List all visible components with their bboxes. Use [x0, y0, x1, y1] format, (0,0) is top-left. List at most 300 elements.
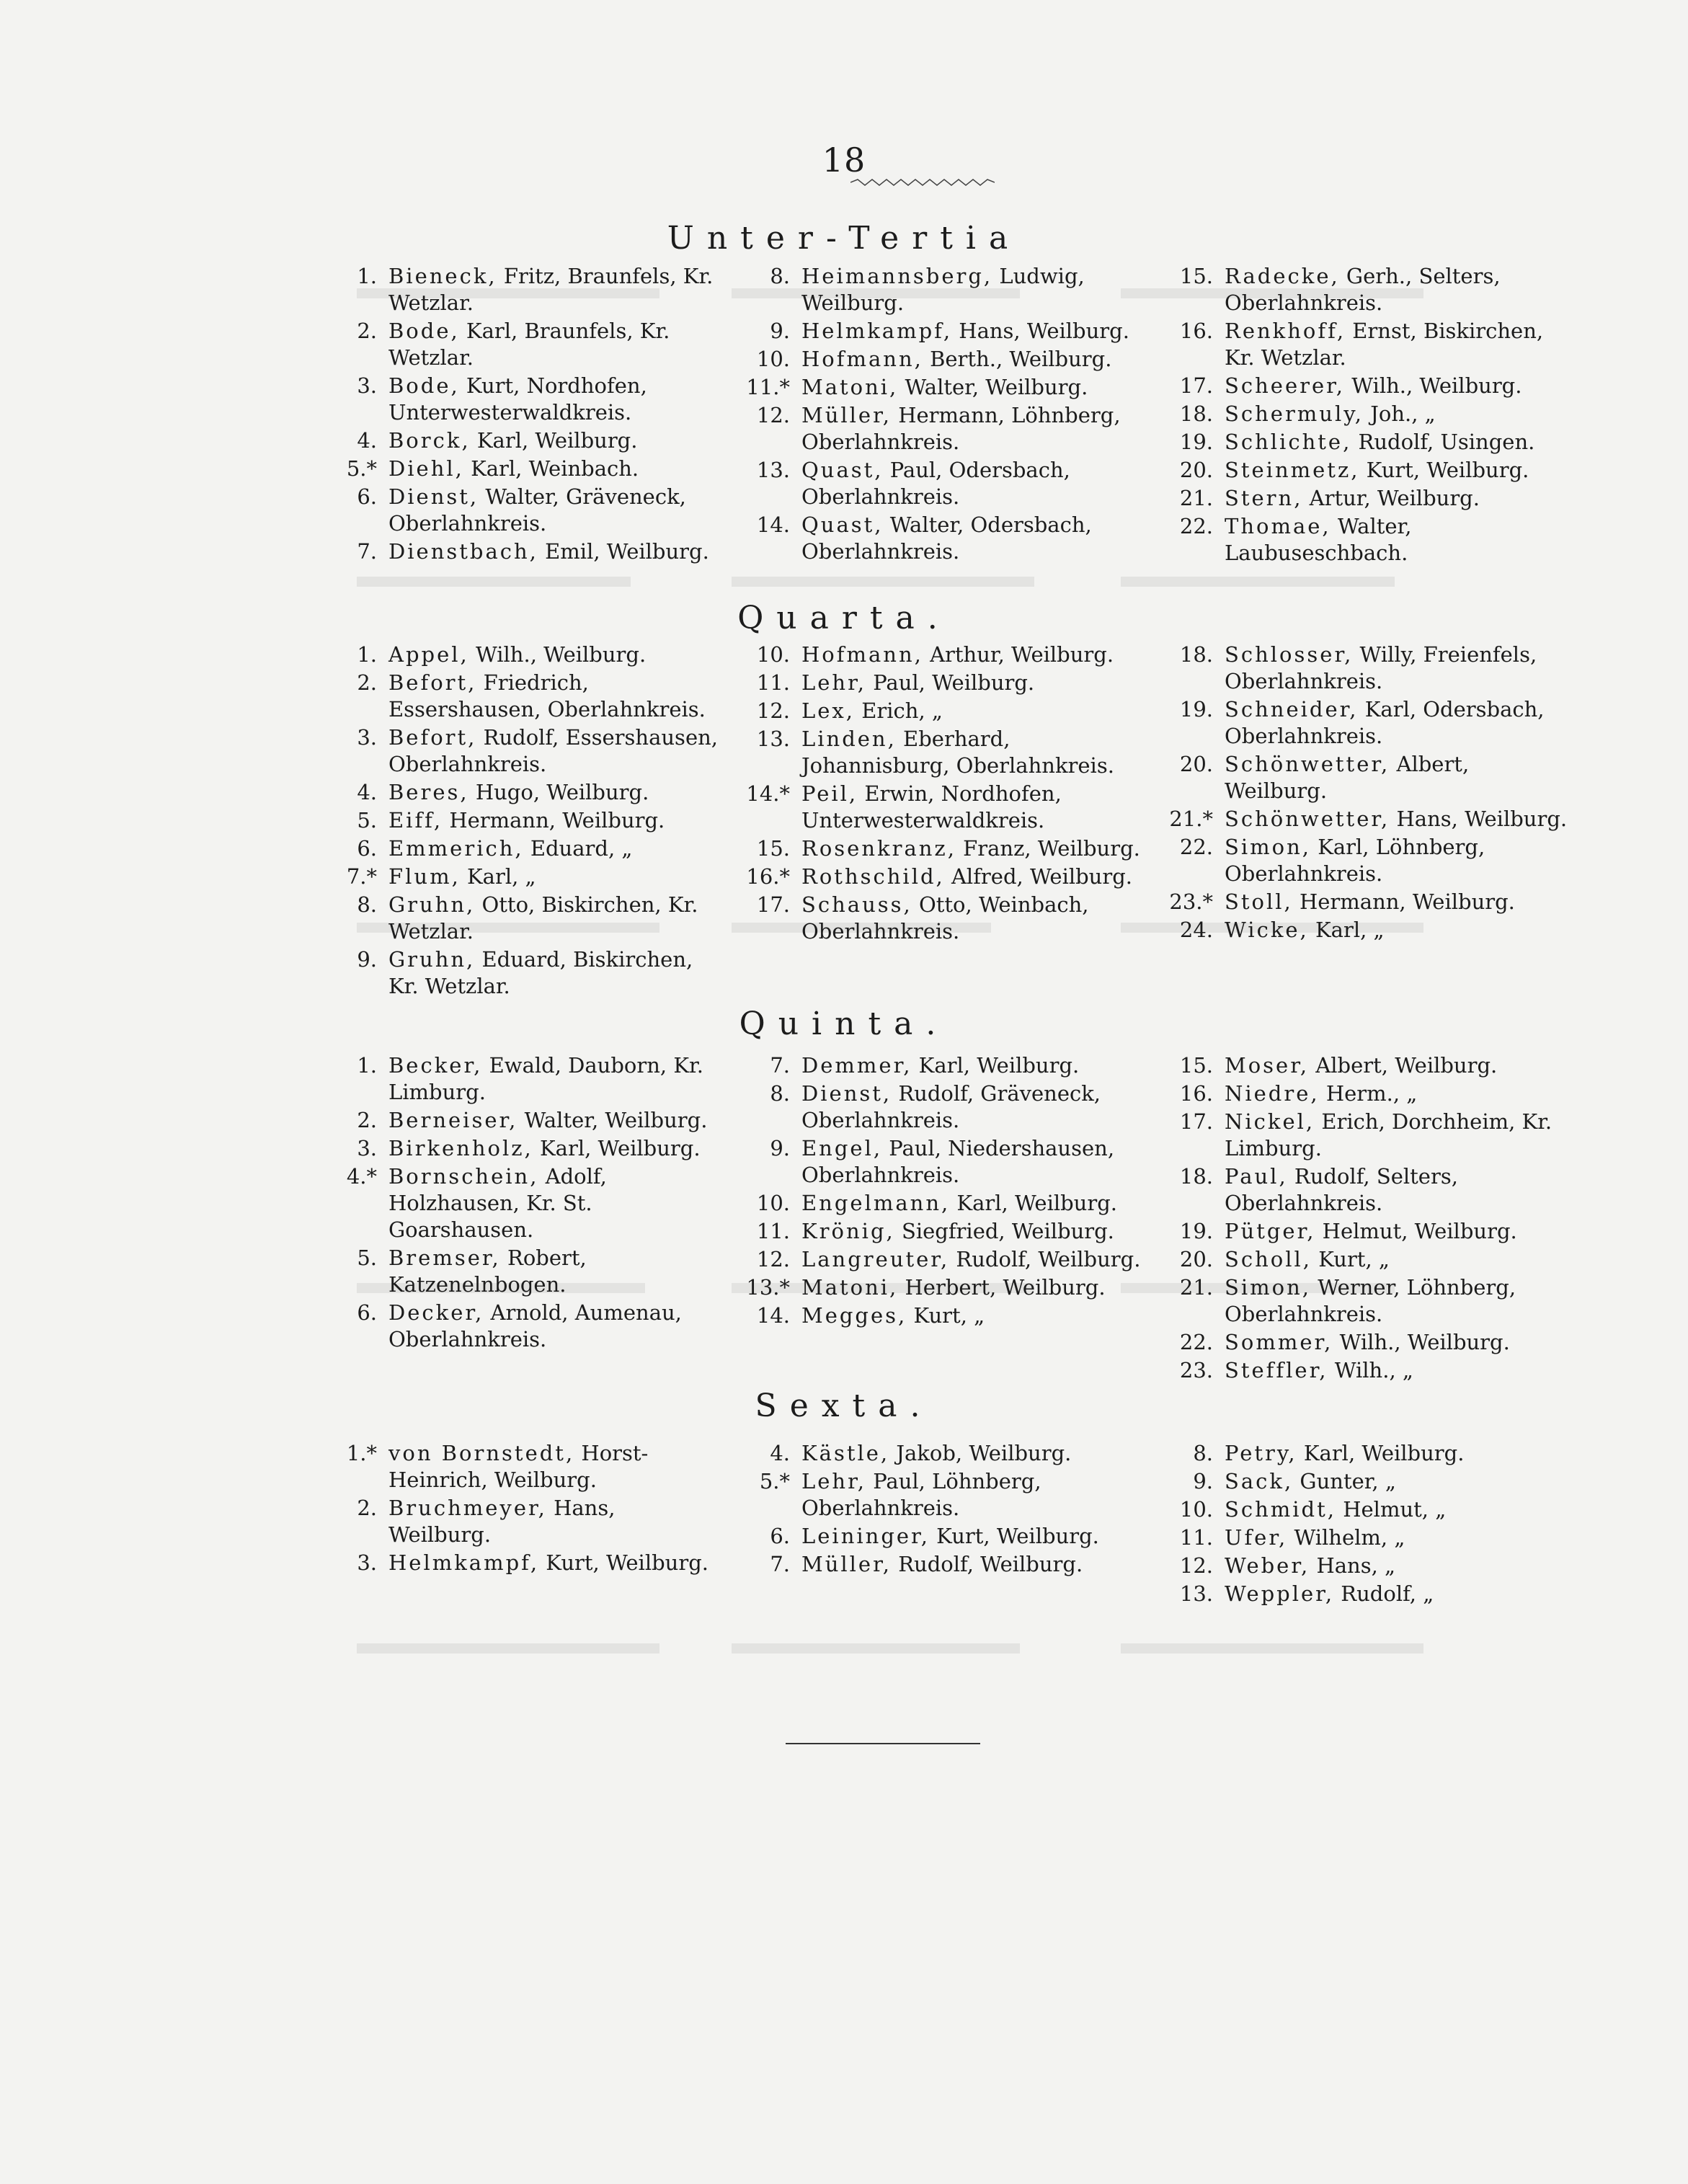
student-surname: Weber, — [1225, 1553, 1310, 1578]
student-surname: Gruhn, — [388, 947, 476, 972]
entry-number: 14. — [756, 1303, 790, 1328]
entry-number: 9. — [1193, 1469, 1213, 1493]
entry-number: 7.* — [346, 864, 377, 889]
student-details: Ludwig, Weilburg. — [801, 264, 1085, 315]
student-surname: Bremser, — [388, 1246, 501, 1270]
student-details: Willy, Freienfels, Oberlahnkreis. — [1225, 642, 1537, 693]
entry-number: 3. — [357, 373, 377, 398]
student-surname: Weppler, — [1225, 1581, 1335, 1606]
entry-number: 13. — [1179, 1581, 1213, 1606]
entry-number: 19. — [1179, 697, 1213, 722]
student-details: Kurt, „ — [907, 1303, 985, 1328]
student-surname: Beres, — [388, 780, 469, 804]
entry-number: 11.* — [746, 375, 790, 399]
student-details: Gerh., Selters, Oberlahnkreis. — [1225, 264, 1501, 315]
student-details: Walter, Laubuseschbach. — [1225, 514, 1412, 565]
student-details: Herbert, Weilburg. — [898, 1275, 1106, 1300]
student-surname: Bruchmeyer, — [388, 1496, 547, 1520]
student-details: Ewald, Dauborn, Kr. Limburg. — [388, 1053, 703, 1104]
entry-number: 22. — [1179, 835, 1213, 859]
student-details: Eduard, „ — [523, 836, 633, 861]
entry-number: 6. — [357, 1300, 377, 1325]
list-item — [1157, 1524, 1575, 1551]
student-details: Friedrich, Essershausen, Oberlahnkreis. — [388, 670, 706, 722]
student-details: Jakob, Weilburg. — [889, 1441, 1072, 1465]
list-item — [734, 1246, 1148, 1273]
entry-number: 9. — [357, 947, 377, 972]
student-details: Robert, Katzenelnbogen. — [388, 1246, 587, 1297]
student-details: Eduard, Biskirchen, Kr. Wetzlar. — [388, 947, 693, 998]
page-number: 18 — [822, 141, 866, 179]
list-item — [321, 1495, 721, 1548]
list-item — [1157, 457, 1575, 484]
list-item — [734, 402, 1148, 456]
student-surname: Schneider, — [1225, 697, 1359, 722]
student-surname: Dienst, — [801, 1081, 892, 1106]
student-details: Wilh., „ — [1328, 1358, 1413, 1382]
list-item — [321, 1107, 721, 1134]
entry-number: 20. — [1179, 1247, 1213, 1271]
entry-number: 15. — [756, 836, 790, 861]
entry-number: 6. — [357, 484, 377, 509]
student-details: Karl, Löhnberg, Oberlahnkreis. — [1225, 835, 1485, 886]
student-details: Paul, Niedershausen, Oberlahnkreis. — [801, 1136, 1115, 1187]
student-surname: Megges, — [801, 1303, 907, 1328]
student-details: Otto, Biskirchen, Kr. Wetzlar. — [388, 892, 698, 944]
student-surname: Gruhn, — [388, 892, 476, 917]
student-details: Hugo, Weilburg. — [468, 780, 649, 804]
list-item — [1157, 1329, 1575, 1356]
entry-number: 18. — [1179, 1164, 1213, 1189]
student-details: Wilhelm, „ — [1287, 1525, 1405, 1550]
closing-rule — [786, 1743, 980, 1744]
list-item — [734, 457, 1148, 510]
entry-number: 14.* — [746, 781, 790, 806]
list-item — [734, 1135, 1148, 1189]
list-item — [321, 779, 721, 806]
student-details: Joh., „ — [1364, 401, 1436, 426]
student-details: Wilh., Weilburg. — [1333, 1330, 1510, 1354]
student-details: Fritz, Braunfels, Kr. Wetzlar. — [388, 264, 714, 315]
student-details: Eberhard, Johannisburg, Oberlahnkreis. — [801, 727, 1114, 778]
student-details: Paul, Löhnberg, Oberlahnkreis. — [801, 1469, 1041, 1520]
entry-number: 1. — [357, 264, 377, 288]
list-item — [321, 724, 721, 778]
entry-number: 3. — [357, 725, 377, 750]
student-surname: Bode, — [388, 319, 460, 343]
student-surname: Quast, — [801, 512, 884, 537]
student-details: Otto, Weinbach, Oberlahnkreis. — [801, 892, 1089, 944]
student-details: Hermann, Löhnberg, Oberlahnkreis. — [801, 403, 1121, 454]
student-surname: Schermuly, — [1225, 401, 1364, 426]
student-details: Berth., Weilburg. — [923, 347, 1112, 371]
student-surname: Birkenholz, — [388, 1136, 533, 1160]
entry-number: 10. — [756, 1191, 790, 1215]
entry-number: 11. — [1179, 1525, 1213, 1550]
student-details: Karl, Weilburg. — [950, 1191, 1118, 1215]
student-details: Hans, „ — [1310, 1553, 1396, 1578]
list-item — [734, 1190, 1148, 1217]
entry-number: 12. — [756, 698, 790, 723]
entry-number: 22. — [1179, 1330, 1213, 1354]
student-surname: Bieneck, — [388, 264, 497, 288]
list-column — [1157, 1440, 1575, 1609]
list-item — [1157, 1163, 1575, 1217]
student-surname: Hofmann, — [801, 642, 923, 667]
entry-number: 9. — [770, 1136, 790, 1160]
entry-number: 3. — [357, 1550, 377, 1575]
student-details: Franz, Weilburg. — [956, 836, 1140, 861]
student-details: Herm., „ — [1319, 1081, 1418, 1106]
student-details: Karl, Odersbach, Oberlahnkreis. — [1225, 697, 1545, 748]
list-item — [1157, 1496, 1575, 1523]
student-surname: Lex, — [801, 698, 855, 723]
entry-number: 1. — [357, 1053, 377, 1078]
entry-number: 2. — [357, 1108, 377, 1132]
entry-number: 22. — [1179, 514, 1213, 538]
list-column — [1157, 1052, 1575, 1385]
list-item — [321, 1052, 721, 1106]
entry-number: 2. — [357, 670, 377, 695]
student-details: Albert, Weilburg. — [1309, 1053, 1498, 1078]
list-item — [1157, 1440, 1575, 1467]
entry-number: 7. — [770, 1552, 790, 1576]
student-surname: Rothschild, — [801, 864, 945, 889]
student-details: Kurt, Nordhofen, Unterwesterwaldkreis. — [388, 373, 647, 425]
student-details: Hans, Weilburg. — [952, 319, 1129, 343]
list-item — [1157, 1553, 1575, 1579]
student-details: Karl, Weilburg. — [533, 1136, 701, 1160]
student-details: Rudolf, „ — [1334, 1581, 1434, 1606]
list-item — [1157, 751, 1575, 804]
student-details: Hans, Weilburg. — [388, 1496, 616, 1547]
student-surname: Rosenkranz, — [801, 836, 956, 861]
list-item — [1157, 834, 1575, 887]
student-surname: Radecke, — [1225, 264, 1340, 288]
entry-number: 6. — [770, 1524, 790, 1548]
list-item — [1157, 1218, 1575, 1245]
list-item — [321, 1245, 721, 1298]
student-surname: Peil, — [801, 781, 858, 806]
entry-number: 12. — [1179, 1553, 1213, 1578]
list-item — [1157, 485, 1575, 512]
student-details: Rudolf, Essershausen, Oberlahnkreis. — [388, 725, 718, 776]
list-item — [734, 1440, 1148, 1467]
student-surname: Wicke, — [1225, 918, 1309, 942]
student-surname: Diehl, — [388, 456, 464, 481]
list-item — [321, 864, 721, 890]
list-item — [734, 642, 1148, 668]
entry-number: 14. — [756, 512, 790, 537]
list-item — [734, 1468, 1148, 1522]
list-item — [1157, 1052, 1575, 1079]
student-details: Rudolf, Selters, Oberlahnkreis. — [1225, 1164, 1458, 1215]
student-details: Wilh., Weilburg. — [1345, 373, 1522, 398]
student-surname: Schönwetter, — [1225, 752, 1390, 776]
entry-number: 1. — [357, 642, 377, 667]
student-details: Paul, Odersbach, Oberlahnkreis. — [801, 458, 1070, 509]
list-item — [321, 1440, 721, 1493]
student-surname: Krönig, — [801, 1219, 895, 1243]
list-column — [734, 642, 1148, 946]
entry-number: 11. — [756, 1219, 790, 1243]
list-item — [734, 512, 1148, 565]
list-item — [1157, 1109, 1575, 1162]
list-item — [321, 484, 721, 537]
student-surname: Linden, — [801, 727, 897, 751]
list-item — [734, 318, 1148, 345]
list-item — [1157, 1246, 1575, 1273]
student-surname: Schauss, — [801, 892, 912, 917]
list-column — [321, 263, 721, 567]
list-item — [321, 1300, 721, 1353]
student-details: Rudolf, Gräveneck, Oberlahnkreis. — [801, 1081, 1101, 1132]
list-item — [321, 946, 721, 1000]
entry-number: 9. — [770, 319, 790, 343]
entry-number: 24. — [1179, 918, 1213, 942]
list-item — [734, 670, 1148, 696]
entry-number: 13. — [756, 727, 790, 751]
list-item — [734, 1218, 1148, 1245]
student-surname: Quast, — [801, 458, 884, 482]
student-details: Emil, Weilburg. — [538, 539, 709, 564]
list-item — [321, 538, 721, 565]
student-surname: Lehr, — [801, 1469, 866, 1493]
student-surname: Simon, — [1225, 835, 1311, 859]
list-column — [1157, 263, 1575, 568]
entry-number: 15. — [1179, 264, 1213, 288]
student-details: Karl, Weilburg. — [470, 428, 638, 453]
list-item — [321, 670, 721, 723]
entry-number: 21. — [1179, 486, 1213, 510]
student-details: Artur, Weilburg. — [1302, 486, 1480, 510]
entry-number: 13. — [756, 458, 790, 482]
student-surname: Befort, — [388, 670, 477, 695]
student-surname: Schönwetter, — [1225, 807, 1390, 831]
student-details: Karl, „ — [460, 864, 536, 889]
list-item — [1157, 1468, 1575, 1495]
list-column — [734, 1440, 1148, 1579]
student-surname: Scheerer, — [1225, 373, 1346, 398]
entry-number: 19. — [1179, 430, 1213, 454]
entry-number: 19. — [1179, 1219, 1213, 1243]
list-column — [1157, 642, 1575, 945]
list-item — [321, 807, 721, 834]
student-details: Helmut, „ — [1336, 1497, 1447, 1522]
student-details: Hermann, Weilburg. — [443, 808, 665, 833]
list-item — [1157, 1357, 1575, 1384]
student-details: Paul, Weilburg. — [866, 670, 1035, 695]
student-details: Kurt, „ — [1312, 1247, 1390, 1271]
section-title: Quinta. — [739, 1006, 949, 1042]
entry-number: 8. — [1193, 1441, 1213, 1465]
student-surname: Demmer, — [801, 1053, 912, 1078]
list-item — [321, 318, 721, 371]
entry-number: 18. — [1179, 642, 1213, 667]
student-surname: Heimannsberg, — [801, 264, 993, 288]
student-surname: Langreuter, — [801, 1247, 950, 1271]
list-item — [734, 374, 1148, 401]
student-surname: Dienst, — [388, 484, 479, 509]
entry-number: 17. — [1179, 1109, 1213, 1134]
student-details: Horst-Heinrich, Weilburg. — [388, 1441, 649, 1492]
list-item — [734, 1080, 1148, 1134]
student-surname: Hofmann, — [801, 347, 923, 371]
entry-number: 8. — [357, 892, 377, 917]
entry-number: 23.* — [1169, 889, 1213, 914]
student-surname: Eiff, — [388, 808, 443, 833]
entry-number: 17. — [756, 892, 790, 917]
entry-number: 12. — [756, 403, 790, 427]
list-item — [321, 373, 721, 426]
list-item — [734, 346, 1148, 373]
list-column — [734, 263, 1148, 567]
student-details: Kurt, Weilburg. — [539, 1550, 708, 1575]
entry-number: 10. — [756, 347, 790, 371]
list-item — [321, 1550, 721, 1576]
student-surname: Dienstbach, — [388, 539, 538, 564]
student-details: Karl, Weilburg. — [1297, 1441, 1465, 1465]
student-surname: Berneiser, — [388, 1108, 518, 1132]
entry-number: 23. — [1179, 1358, 1213, 1382]
list-item — [734, 835, 1148, 862]
student-details: Ernst, Biskirchen, Kr. Wetzlar. — [1225, 319, 1544, 370]
student-details: Rudolf, Weilburg. — [949, 1247, 1141, 1271]
student-details: Karl, Braunfels, Kr. Wetzlar. — [388, 319, 670, 370]
entry-number: 2. — [357, 319, 377, 343]
student-surname: Emmerich, — [388, 836, 524, 861]
list-item — [321, 892, 721, 945]
entry-number: 20. — [1179, 458, 1213, 482]
student-surname: Appel, — [388, 642, 469, 667]
student-details: Walter, Weilburg. — [898, 375, 1088, 399]
student-surname: Flum, — [388, 864, 461, 889]
student-details: Helmut, Weilburg. — [1315, 1219, 1517, 1243]
student-details: Hermann, Weilburg. — [1292, 889, 1515, 914]
student-details: Werner, Löhnberg, Oberlahnkreis. — [1225, 1275, 1516, 1326]
list-column — [734, 1052, 1148, 1331]
list-item — [1157, 513, 1575, 567]
student-surname: Stoll, — [1225, 889, 1293, 914]
student-surname: Stern, — [1225, 486, 1303, 510]
list-item — [734, 1523, 1148, 1550]
entry-number: 10. — [756, 642, 790, 667]
list-item — [1157, 917, 1575, 944]
list-column — [321, 1052, 721, 1354]
entry-number: 8. — [770, 264, 790, 288]
student-surname: Bode, — [388, 373, 460, 398]
list-item — [321, 456, 721, 482]
student-surname: Ufer, — [1225, 1525, 1288, 1550]
entry-number: 20. — [1179, 752, 1213, 776]
entry-number: 3. — [357, 1136, 377, 1160]
list-item — [1157, 806, 1575, 833]
student-details: Hans, Weilburg. — [1390, 807, 1568, 831]
entry-number: 7. — [770, 1053, 790, 1078]
entry-number: 13.* — [746, 1275, 790, 1300]
student-surname: Steinmetz, — [1225, 458, 1360, 482]
student-surname: Moser, — [1225, 1053, 1310, 1078]
list-item — [1157, 642, 1575, 695]
list-item — [734, 1302, 1148, 1329]
student-details: Alfred, Weilburg. — [944, 864, 1133, 889]
list-item — [734, 864, 1148, 890]
student-details: Walter, Odersbach, Oberlahnkreis. — [801, 512, 1092, 564]
entry-number: 4.* — [346, 1164, 377, 1189]
entry-number: 15. — [1179, 1053, 1213, 1078]
list-item — [321, 427, 721, 454]
entry-number: 17. — [1179, 373, 1213, 398]
student-surname: Petry, — [1225, 1441, 1297, 1465]
student-surname: Helmkampf, — [388, 1550, 540, 1575]
list-item — [321, 835, 721, 862]
entry-number: 4. — [357, 780, 377, 804]
student-surname: Sommer, — [1225, 1330, 1333, 1354]
student-surname: Steffler, — [1225, 1358, 1328, 1382]
entry-number: 16.* — [746, 864, 790, 889]
entry-number: 16. — [1179, 319, 1213, 343]
entry-number: 4. — [770, 1441, 790, 1465]
student-surname: Lehr, — [801, 670, 866, 695]
student-details: Arthur, Weilburg. — [923, 642, 1114, 667]
student-surname: Borck, — [388, 428, 471, 453]
student-surname: Bornschein, — [388, 1164, 539, 1189]
list-item — [734, 263, 1148, 316]
list-item — [734, 698, 1148, 724]
list-item — [734, 726, 1148, 779]
list-column — [321, 642, 721, 1001]
student-details: Walter, Gräveneck, Oberlahnkreis. — [388, 484, 686, 536]
list-item — [321, 1135, 721, 1162]
entry-number: 5. — [357, 1246, 377, 1270]
student-surname: Befort, — [388, 725, 477, 750]
student-details: Karl, „ — [1308, 918, 1385, 942]
student-details: Walter, Weilburg. — [517, 1108, 708, 1132]
student-surname: Thomae, — [1225, 514, 1331, 538]
student-details: Kurt, Weilburg. — [1359, 458, 1529, 482]
list-item — [1157, 1581, 1575, 1607]
list-item — [1157, 429, 1575, 456]
entry-number: 5.* — [346, 456, 377, 481]
page-number-ornament — [850, 179, 995, 186]
student-surname: Schlichte, — [1225, 430, 1352, 454]
student-surname: Niedre, — [1225, 1081, 1320, 1106]
list-item — [734, 892, 1148, 945]
student-surname: Becker, — [388, 1053, 483, 1078]
student-surname: Nickel, — [1225, 1109, 1315, 1134]
list-item — [1157, 318, 1575, 371]
student-surname: von Bornstedt, — [388, 1441, 575, 1465]
student-surname: Engelmann, — [801, 1191, 951, 1215]
student-details: Gunter, „ — [1293, 1469, 1396, 1493]
list-item — [1157, 1274, 1575, 1328]
student-details: Kurt, Weilburg. — [929, 1524, 1099, 1548]
list-item — [734, 1052, 1148, 1079]
entry-number: 16. — [1179, 1081, 1213, 1106]
student-details: Adolf, Holzhausen, Kr. St. Goarshausen. — [388, 1164, 607, 1242]
student-surname: Schmidt, — [1225, 1497, 1336, 1522]
list-item — [321, 1163, 721, 1243]
entry-number: 8. — [770, 1081, 790, 1106]
student-surname: Simon, — [1225, 1275, 1311, 1300]
entry-number: 21.* — [1169, 807, 1213, 831]
list-item — [1157, 401, 1575, 427]
entry-number: 6. — [357, 836, 377, 861]
list-item — [1157, 696, 1575, 750]
student-surname: Leininger, — [801, 1524, 930, 1548]
student-surname: Kästle, — [801, 1441, 890, 1465]
entry-number: 18. — [1179, 401, 1213, 426]
